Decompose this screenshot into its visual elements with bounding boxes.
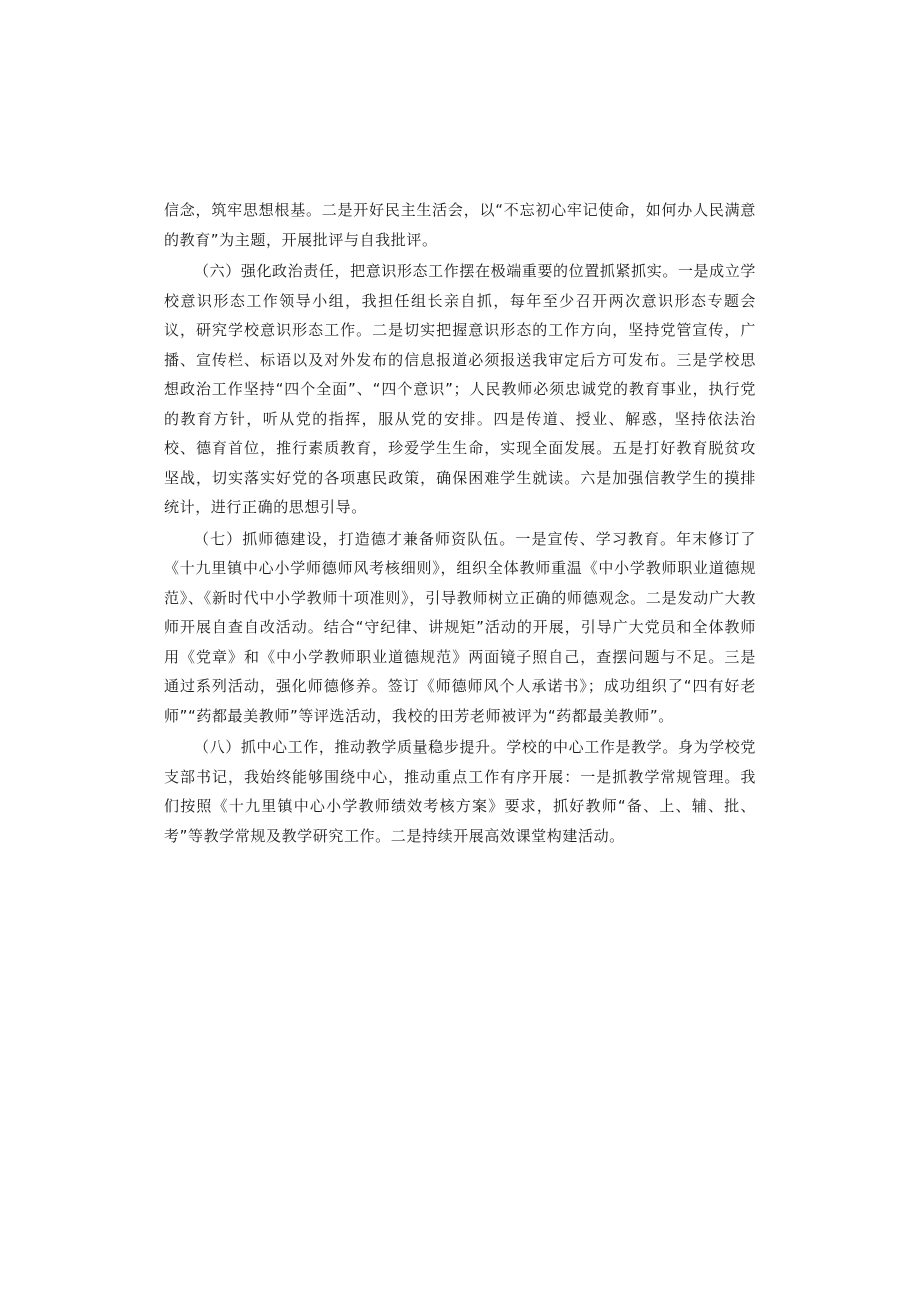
document-body	[164, 196, 756, 853]
paragraph-section-7: （七）抓师德建设，打造德才兼备师资队伍。一是宣传、学习教育。年末修订了《十九里镇中心小学师德师风考核细则》，组织全体教师重温《中小学教师职业道德规范》、《新时代中小学教师十项准则》，引导教师树立正确的师德观念。二是发动广大教师开展自查自改活动。结合“守纪律、讲规矩”活动的开展，引导广大党员和全体教师用《党章》和《中小学教师职业道德规范》两面镜子照自己，查摆问题与不足。三是通过系列活动，强化师德修养。签订《师德师风个人承诺书》；成功组织了“四有好老师”“药都最美教师”等评选活动，我校的田芳老师被评为“药都最美教师”。	[164, 529, 756, 725]
paragraph-section-6: （六）强化政治责任，把意识形态工作摆在极端重要的位置抓紧抓实。一是成立学校意识形态工作领导小组，我担任组长亲自抓，每年至少召开两次意识形态专题会议，研究学校意识形态工作。二是切实把握意识形态的工作方向，坚持党管宣传，广播、宣传栏、标语以及对外发布的信息报道必须报送我审定后方可发布。三是学校思想政治工作坚持“四个全面”、“四个意识”；人民教师必须忠诚党的教育事业，执行党的教育方针，听从党的指挥，服从党的安排。四是传道、授业、解惑，坚持依法治校、德育首位，推行素质教育，珍爱学生生命，实现全面发展。五是打好教育脱贫攻坚战，切实落实好党的各项惠民政策，确保困难学生就读。六是加强信教学生的摸排统计，进行正确的思想引导。	[164, 262, 756, 516]
paragraph-continued: 信念，筑牢思想根基。二是开好民主生活会，以“不忘初心牢记使命，如何办人民满意的教育”为主题，开展批评与自我批评。	[164, 201, 756, 249]
paragraph-section-8: （八）抓中心工作，推动教学质量稳步提升。学校的中心工作是教学。身为学校党支部书记，我始终能够围绕中心，推动重点工作有序开展：一是抓教学常规管理。我们按照《十九里镇中心小学教师绩效考核方案》要求，抓好教师“备、上、辅、批、考”等教学常规及教学研究工作。二是持续开展高效课堂构建活动。	[164, 738, 756, 845]
